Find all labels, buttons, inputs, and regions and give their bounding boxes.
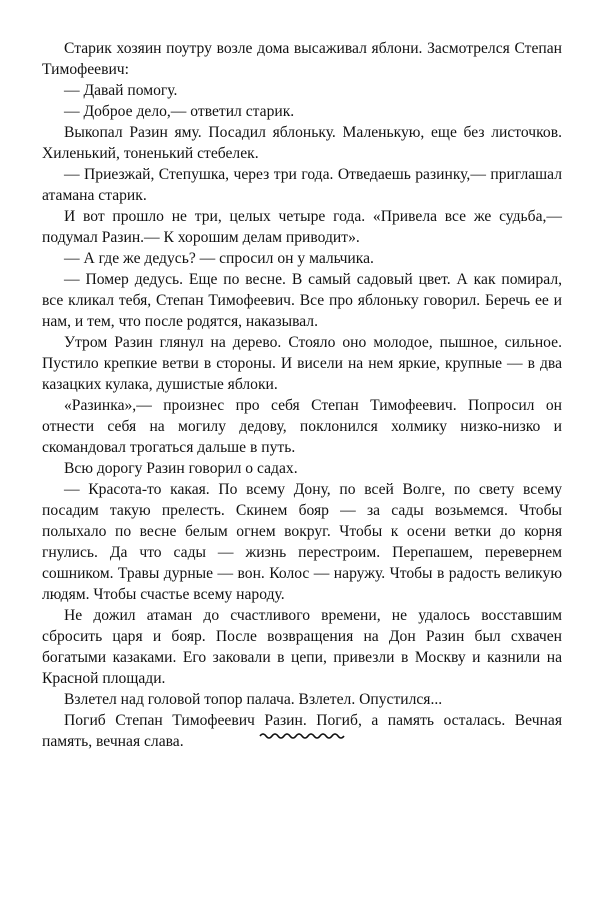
paragraph: Не дожил атаман до счастливого времени, не удалось восставшим сбросить царя и бояр. После возвращения на Дон Разин был схвачен богатыми казаками. Его заковали в цепи, привезли в Москву и казнили на Красной площади. [42,607,562,687]
paragraph: Всю дорогу Разин говорил о садах. [64,460,298,477]
paragraph: Погиб Степан Тимофеевич Разин. Погиб, а память осталась. Вечная память, вечная слава. [42,712,562,750]
paragraph: — Приезжай, Степушка, через три года. Отведаешь разинку,— приглашал атамана старик. [42,166,562,204]
paragraph: — Давай помогу. [64,82,178,99]
paragraph: Выкопал Разин яму. Посадил яблоньку. Маленькую, еще без листочков. Хиленький, тоненький стебелек. [42,124,562,162]
paragraph: — А где же дедусь? — спросил он у мальчика. [64,250,374,267]
paragraph: — Красота-то какая. По всему Дону, по всей Волге, по свету всему посадим такую прелесть. Скинем бояр — за сады возьмемся. Чтобы полыхало по весне белым огнем вокруг. Чтобы к осени ветки до корня гнулись. Да что сады — жизнь перестроим. Перепашем, перевернем сошником. Травы дурные — вон. Колос — наружу. Чтобы в радость великую людям. Чтобы счастье всему народу. [42,481,562,603]
paragraph: Взлетел над головой топор палача. Взлетел. Опустился... [64,691,443,708]
paragraph: И вот прошло не три, целых четыре года. «Привела все же судьба,— подумал Разин.— К хорошим делам приводит». [42,208,562,246]
paragraph: «Разинка»,— произнес про себя Степан Тимофеевич. Попросил он отнести себя на могилу дедову, поклонился холмику низко-низко и скомандовал трогаться дальше в путь. [42,397,562,456]
wavy-line-ornament-icon [259,731,345,741]
paragraph: — Доброе дело,— ответил старик. [64,103,295,120]
document-body [42,38,562,752]
paragraph: Утром Разин глянул на дерево. Стояло оно молодое, пышное, сильное. Пустило крепкие ветви в стороны. И висели на нем яркие, крупные — в два казацких кулака, душистые яблоки. [42,334,562,393]
paragraph: Старик хозяин поутру возле дома высаживал яблони. Засмотрелся Степан Тимофеевич: [42,40,562,78]
paragraph: — Помер дедусь. Еще по весне. В самый садовый цвет. А как помирал, все кликал тебя, Степан Тимофеевич. Все про яблоньку говорил. Беречь ее и нам, и тем, что после родятся, наказывал. [42,271,562,330]
